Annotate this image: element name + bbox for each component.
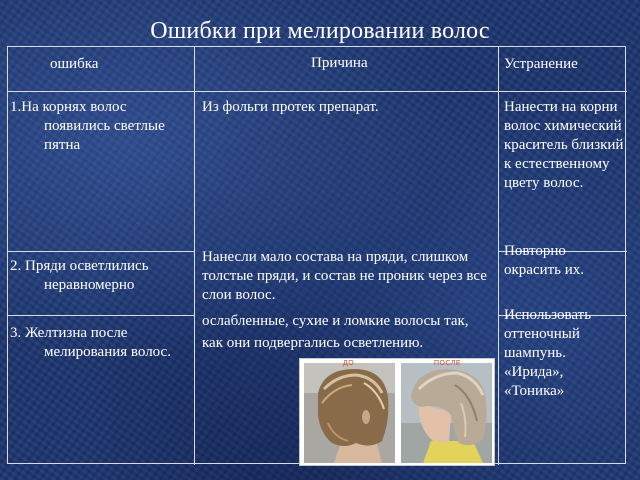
slide-title: Ошибки при мелировании волос: [150, 18, 490, 44]
error-item-2: 2. Пряди осветлились неравномерно: [10, 258, 149, 293]
header-error: ошибка: [50, 56, 99, 72]
error-item-3: 3. Желтизна после мелирования волос.: [10, 325, 171, 360]
cause-item-3: ослабленные, сухие и ломкие волосы так, как они подвергались осветлению.: [202, 313, 469, 351]
before-label: ДО: [343, 360, 355, 367]
row-divider: [8, 315, 194, 316]
cause-item-2: Нанесли мало состава на пряди, слишком толстые пряди, и состав не проник через все слои волос.: [202, 249, 487, 303]
error-item-1: 1.На корнях волос появились светлые пятна: [10, 99, 165, 153]
fix-item-1: Нанести на корни волос химический краситель близкий к естественному цвету волос.: [504, 99, 624, 191]
header-fix: Устранение: [504, 56, 578, 72]
before-after-photo: [299, 358, 495, 466]
after-photo: [401, 363, 492, 463]
row-divider: [8, 251, 194, 252]
fix-item-3: Использовать оттеночный шампунь. «Ирида», «Тоника»: [504, 307, 592, 399]
header-cause: Причина: [311, 55, 368, 71]
cause-item-1: Из фольги протек препарат.: [202, 99, 379, 115]
fix-item-2: Повторно окрасить их.: [504, 243, 585, 278]
header-row-divider: [8, 91, 627, 92]
before-photo: [304, 363, 395, 463]
after-label: ПОСЛЕ: [434, 360, 462, 367]
column-divider: [498, 47, 499, 465]
column-divider: [194, 47, 195, 465]
